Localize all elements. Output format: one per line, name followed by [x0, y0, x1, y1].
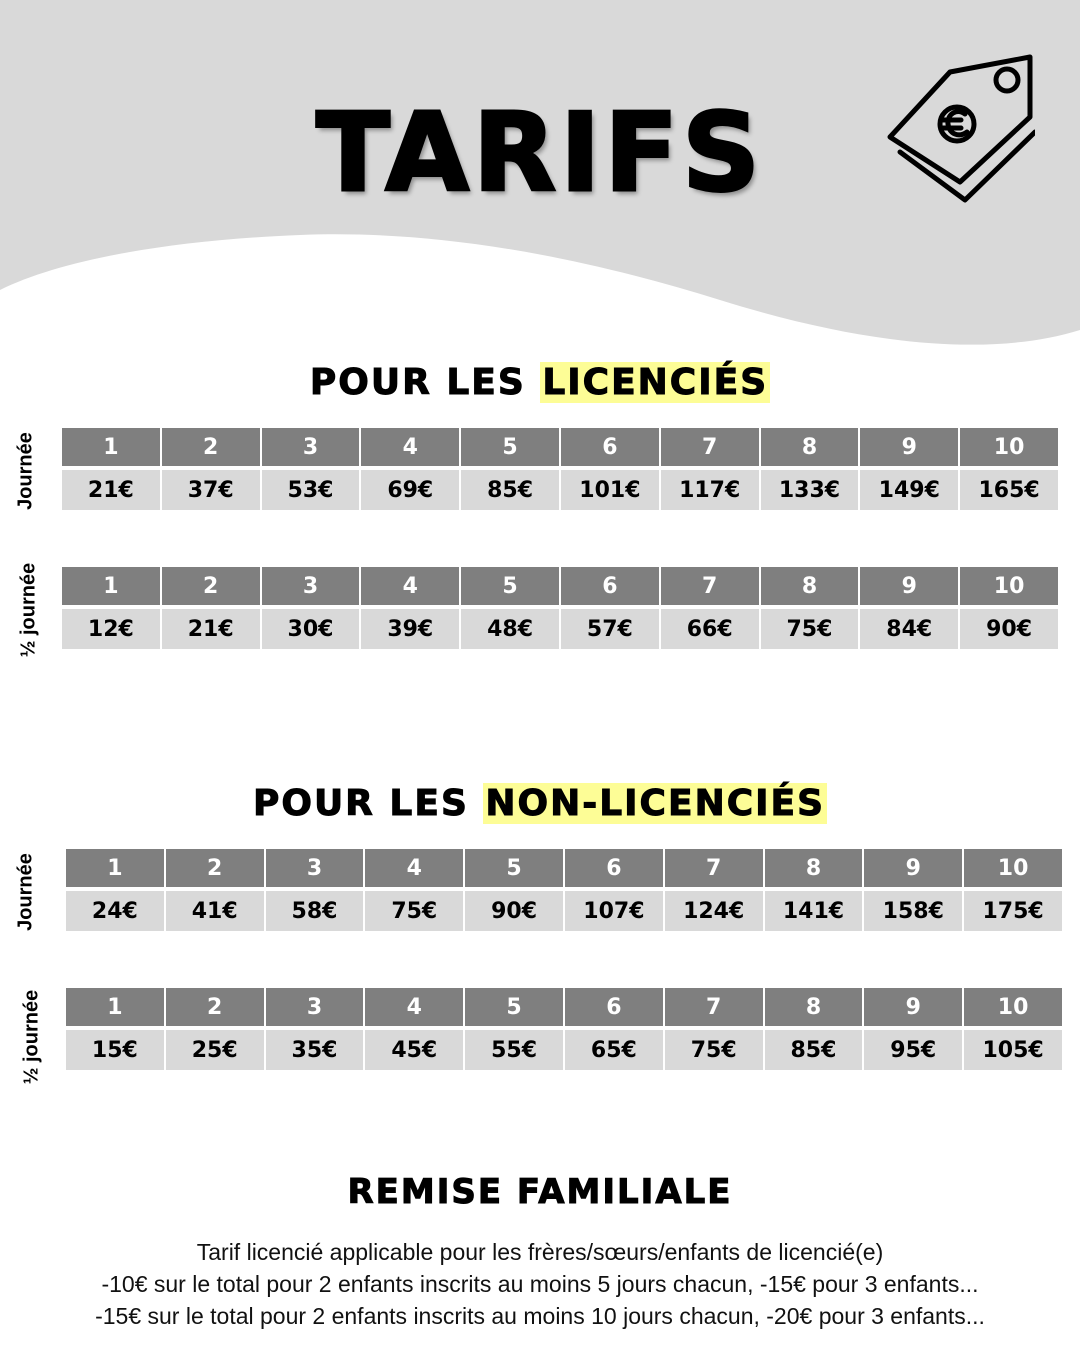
price-cell: 90€ [465, 891, 563, 931]
day-number-cell: 2 [166, 988, 264, 1026]
day-number-cell: 1 [66, 849, 164, 887]
days-row [66, 849, 1062, 887]
price-cell: 66€ [661, 609, 759, 649]
days-row [66, 988, 1062, 1026]
heading-prefix: POUR LES [252, 783, 484, 824]
day-number-cell: 9 [864, 988, 962, 1026]
heading-highlight: NON-LICENCIÉS [485, 783, 826, 824]
day-number-cell: 6 [561, 567, 659, 605]
price-cell: 75€ [365, 891, 463, 931]
euro-price-tag-icon [885, 52, 1035, 207]
price-cell: 65€ [565, 1030, 663, 1070]
price-cell: 57€ [561, 609, 659, 649]
price-cell: 37€ [162, 470, 260, 510]
day-number-cell: 4 [365, 988, 463, 1026]
day-number-cell: 2 [162, 567, 260, 605]
price-cell: 107€ [565, 891, 663, 931]
day-number-cell: 10 [960, 567, 1058, 605]
remise-text [0, 1236, 1080, 1332]
day-number-cell: 9 [860, 567, 958, 605]
price-cell: 25€ [166, 1030, 264, 1070]
price-cell: 58€ [266, 891, 364, 931]
day-number-cell: 7 [665, 849, 763, 887]
day-number-cell: 3 [262, 428, 360, 466]
price-cell: 48€ [461, 609, 559, 649]
prices-row [66, 891, 1062, 931]
price-cell: 24€ [66, 891, 164, 931]
price-cell: 84€ [860, 609, 958, 649]
prices-row [66, 1030, 1062, 1070]
day-number-cell: 7 [661, 428, 759, 466]
price-cell: 45€ [365, 1030, 463, 1070]
price-cell: 35€ [266, 1030, 364, 1070]
price-cell: 75€ [761, 609, 859, 649]
heading-prefix: POUR LES [309, 362, 541, 403]
day-number-cell: 6 [565, 849, 663, 887]
price-cell: 105€ [964, 1030, 1062, 1070]
day-number-cell: 5 [461, 428, 559, 466]
price-cell: 85€ [461, 470, 559, 510]
row-label-text: ½ journée [20, 989, 43, 1085]
day-number-cell: 6 [561, 428, 659, 466]
price-cell: 39€ [361, 609, 459, 649]
heading-highlight: LICENCIÉS [542, 362, 769, 403]
day-number-cell: 7 [661, 567, 759, 605]
price-cell: 55€ [465, 1030, 563, 1070]
price-cell: 85€ [765, 1030, 863, 1070]
day-number-cell: 6 [565, 988, 663, 1026]
price-cell: 175€ [964, 891, 1062, 931]
day-number-cell: 9 [860, 428, 958, 466]
prices-row [62, 609, 1058, 649]
day-number-cell: 1 [62, 567, 160, 605]
price-cell: 101€ [561, 470, 659, 510]
price-cell: 149€ [860, 470, 958, 510]
day-number-cell: 8 [765, 849, 863, 887]
day-number-cell: 10 [964, 849, 1062, 887]
days-row [62, 428, 1058, 466]
price-cell: 141€ [765, 891, 863, 931]
prices-row [62, 470, 1058, 510]
days-row [62, 567, 1058, 605]
day-number-cell: 1 [62, 428, 160, 466]
price-cell: 75€ [665, 1030, 763, 1070]
remise-line: -10€ sur le total pour 2 enfants inscrits au moins 5 jours chacun, -15€ pour 3 enfants... [101, 1271, 979, 1297]
price-cell: 15€ [66, 1030, 164, 1070]
price-cell: 41€ [166, 891, 264, 931]
day-number-cell: 3 [266, 849, 364, 887]
day-number-cell: 5 [465, 988, 563, 1026]
day-number-cell: 5 [465, 849, 563, 887]
price-cell: 117€ [661, 470, 759, 510]
remise-line: Tarif licencié applicable pour les frères/sœurs/enfants de licencié(e) [196, 1239, 884, 1265]
row-label-text: Journée [14, 853, 37, 931]
price-table-licencies-journee [60, 424, 1060, 514]
price-cell: 69€ [361, 470, 459, 510]
price-cell: 158€ [864, 891, 962, 931]
price-cell: 165€ [960, 470, 1058, 510]
day-number-cell: 4 [365, 849, 463, 887]
day-number-cell: 4 [361, 567, 459, 605]
row-label-text: ½ journée [17, 562, 40, 658]
day-number-cell: 3 [262, 567, 360, 605]
page-title: TARIFS [316, 91, 764, 216]
price-table-non-licencies-demi-journee [64, 984, 1064, 1074]
day-number-cell: 1 [66, 988, 164, 1026]
section-heading-licencies [0, 362, 1080, 403]
day-number-cell: 8 [765, 988, 863, 1026]
section-heading-non-licencies [0, 783, 1080, 824]
remise-line: -15€ sur le total pour 2 enfants inscrits au moins 10 jours chacun, -20€ pour 3 enfants... [95, 1303, 985, 1329]
day-number-cell: 7 [665, 988, 763, 1026]
day-number-cell: 5 [461, 567, 559, 605]
day-number-cell: 3 [266, 988, 364, 1026]
price-table-licencies-demi-journee [60, 563, 1060, 653]
day-number-cell: 9 [864, 849, 962, 887]
price-cell: 30€ [262, 609, 360, 649]
day-number-cell: 10 [960, 428, 1058, 466]
day-number-cell: 8 [761, 428, 859, 466]
day-number-cell: 10 [964, 988, 1062, 1026]
day-number-cell: 2 [162, 428, 260, 466]
day-number-cell: 4 [361, 428, 459, 466]
price-cell: 124€ [665, 891, 763, 931]
day-number-cell: 8 [761, 567, 859, 605]
price-cell: 133€ [761, 470, 859, 510]
price-cell: 12€ [62, 609, 160, 649]
row-label-text: Journée [14, 432, 37, 510]
price-cell: 95€ [864, 1030, 962, 1070]
price-table-non-licencies-journee [64, 845, 1064, 935]
remise-title: REMISE FAMILIALE [347, 1172, 733, 1212]
day-number-cell: 2 [166, 849, 264, 887]
price-cell: 21€ [62, 470, 160, 510]
price-cell: 90€ [960, 609, 1058, 649]
price-cell: 53€ [262, 470, 360, 510]
price-cell: 21€ [162, 609, 260, 649]
